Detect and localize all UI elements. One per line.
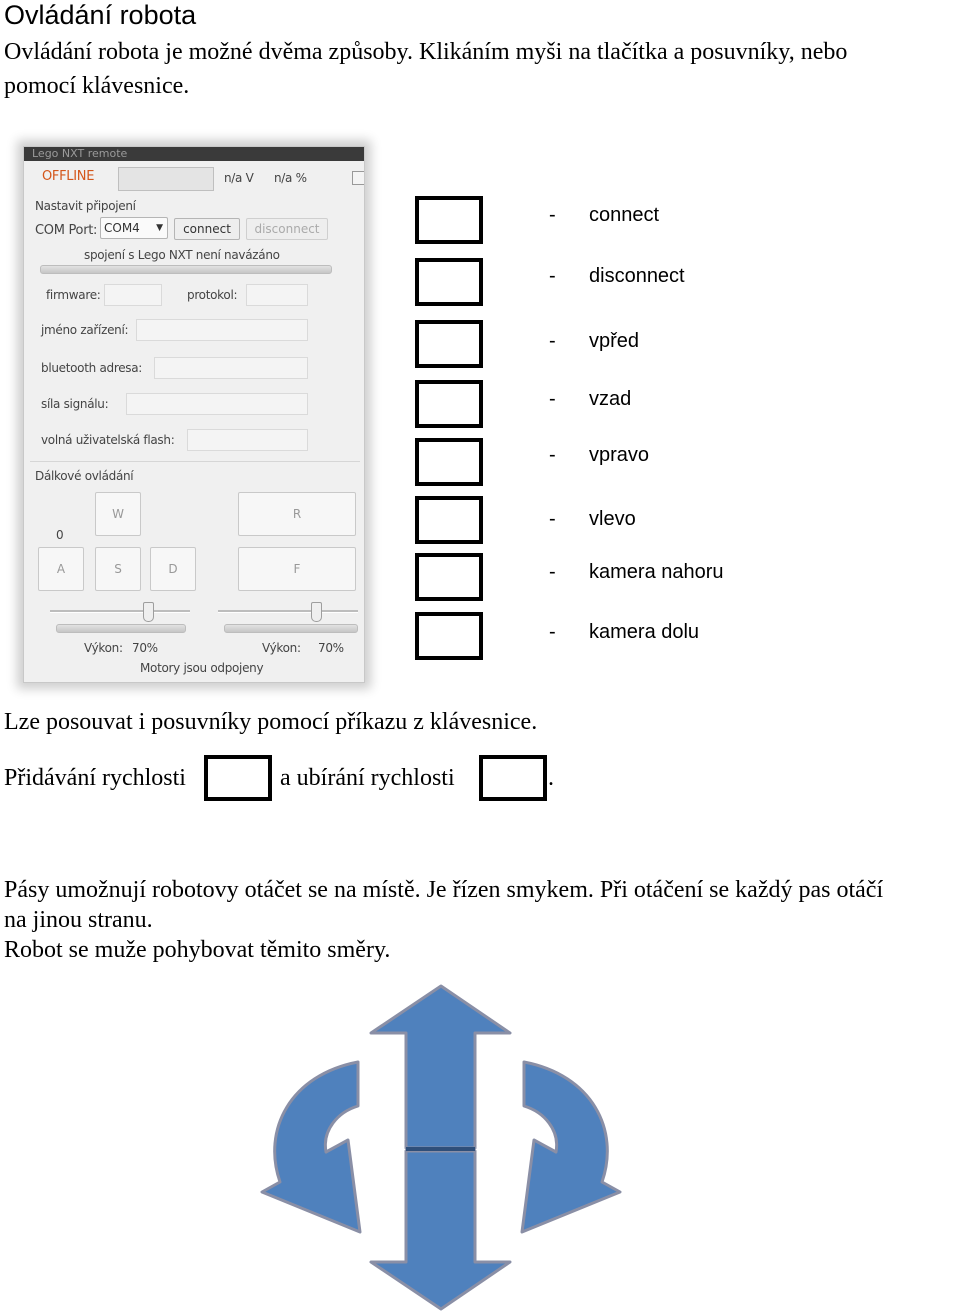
speed-up-text: Přidávání rychlosti <box>4 765 186 791</box>
key-item-label: vpravo <box>589 444 650 466</box>
status-offline: OFFLINE <box>42 169 95 184</box>
key-s-button[interactable]: S <box>95 547 141 591</box>
connect-button[interactable]: connect <box>174 218 240 240</box>
list-dash: - <box>549 444 556 466</box>
connection-status: spojení s Lego NXT není navázáno <box>84 248 280 262</box>
power-right-value: 70% <box>318 641 344 655</box>
forward-arrow <box>371 986 510 1148</box>
rotate-left-arrow <box>262 1062 360 1232</box>
key-w-button[interactable]: W <box>95 492 141 536</box>
intro-text-line-1: Ovládání robota je možné dvěma způsoby. Klikáním myši na tlačítka a posuvníky, nebo <box>4 39 848 65</box>
power-left-value: 70% <box>132 641 158 655</box>
signal-strength-label: síla signálu: <box>41 397 109 411</box>
key-r-button[interactable]: R <box>238 492 356 536</box>
power-left-label: Výkon: <box>84 641 123 655</box>
key-item-label: vpřed <box>589 330 640 352</box>
speed-counter: 0 <box>56 528 64 542</box>
backward-arrow <box>371 1151 510 1309</box>
rotate-right-arrow <box>522 1062 620 1232</box>
directions-text: Robot se muže pohybovat těmito směry. <box>4 937 391 963</box>
remote-control-group-label: Dálkové ovládání <box>35 469 134 483</box>
sliders-text: Lze posouvat i posuvníky pomocí příkazu z klávesnice. <box>4 709 538 735</box>
list-dash: - <box>549 621 556 643</box>
list-dash: - <box>549 561 556 583</box>
tracks-text-line-2: na jinou stranu. <box>4 907 153 933</box>
key-item-label: vzad <box>589 388 632 410</box>
key-d-button[interactable]: D <box>150 547 196 591</box>
speed-down-text: a ubírání rychlosti <box>280 765 455 791</box>
voltage-readout: n/a V <box>224 171 254 185</box>
user-flash-label: volná uživatelská flash: <box>41 433 175 447</box>
list-dash: - <box>549 330 556 352</box>
list-dash: - <box>549 204 556 226</box>
key-item-label: kamera dolu <box>589 621 700 643</box>
list-dash: - <box>549 265 556 287</box>
tracks-text-line-1: Pásy umožnují robotovy otáčet se na místě. Je řízen smykem. Při otáčení se každý pas otáčí <box>4 877 884 903</box>
key-item-label: vlevo <box>589 508 636 530</box>
key-a-button[interactable]: A <box>38 547 84 591</box>
com-port-label: COM Port: <box>35 223 98 238</box>
percent-readout: n/a % <box>274 171 307 185</box>
disconnect-button[interactable]: disconnect <box>246 218 328 240</box>
com-port-value: COM4 <box>104 221 140 235</box>
intro-text-line-2: pomocí klávesnice. <box>4 73 190 99</box>
bluetooth-address-label: bluetooth adresa: <box>41 361 143 375</box>
chevron-down-icon: ▼ <box>156 223 163 233</box>
key-f-button[interactable]: F <box>238 547 356 591</box>
key-item-label: disconnect <box>589 265 685 287</box>
power-right-label: Výkon: <box>262 641 301 655</box>
key-item-label: kamera nahoru <box>589 561 724 583</box>
list-dash: - <box>549 388 556 410</box>
protocol-label: protokol: <box>187 288 238 302</box>
list-dash: - <box>549 508 556 530</box>
app-window-title: Lego NXT remote <box>32 147 128 160</box>
connection-group-label: Nastavit připojení <box>35 199 136 213</box>
page-title: Ovládání robota <box>4 0 197 30</box>
device-name-label: jméno zařízení: <box>41 323 129 337</box>
sentence-period: . <box>548 765 554 791</box>
key-item-label: connect <box>589 204 660 226</box>
motors-status: Motory jsou odpojeny <box>140 661 264 675</box>
firmware-label: firmware: <box>46 288 101 302</box>
